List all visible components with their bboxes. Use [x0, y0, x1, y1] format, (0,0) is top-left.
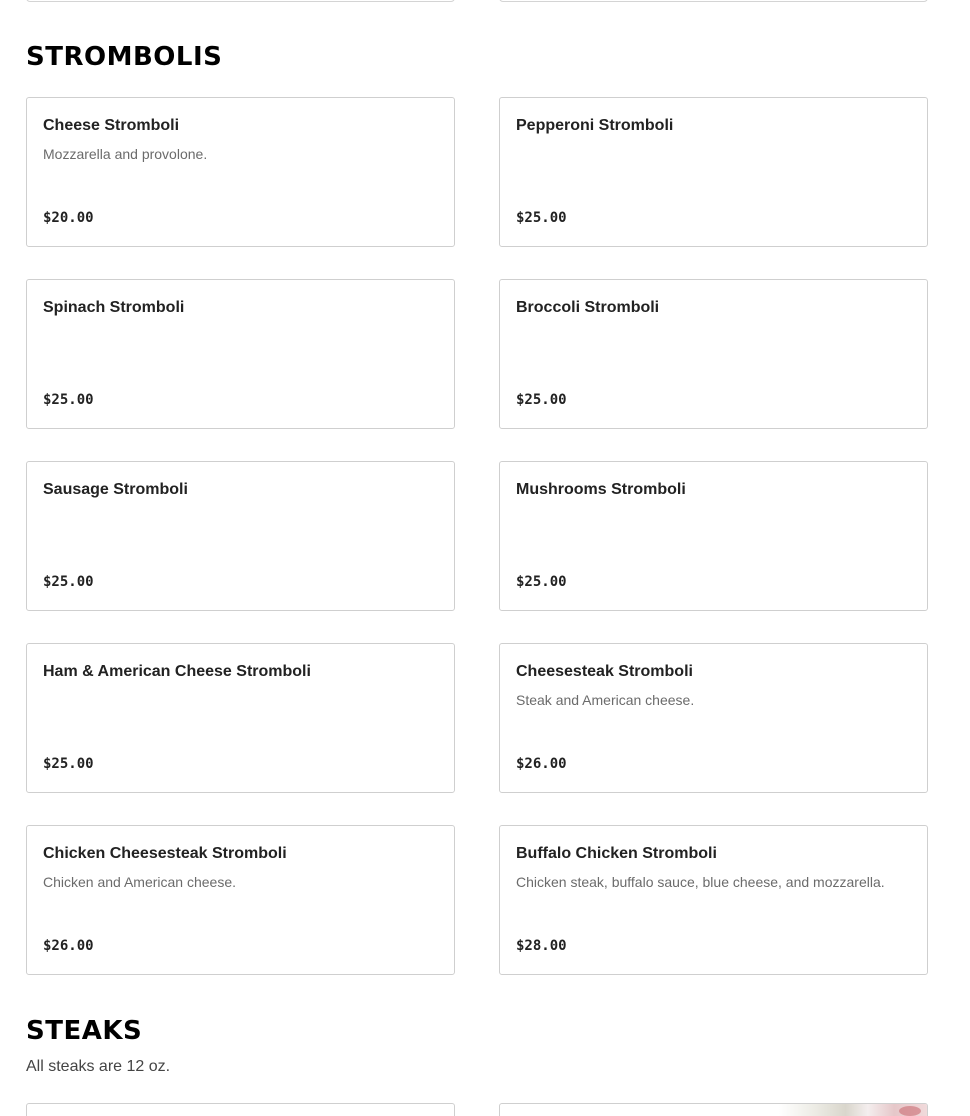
menu-item-card[interactable] [26, 461, 455, 611]
menu-item-card[interactable] [499, 825, 928, 975]
item-name: Mushrooms Stromboli [516, 481, 686, 498]
item-name: Broccoli Stromboli [516, 299, 660, 316]
menu-item-card[interactable] [499, 643, 928, 793]
photo-detail [899, 1106, 921, 1116]
menu-item-card[interactable] [499, 279, 928, 429]
item-price: $25.00 [43, 756, 94, 772]
strombolis-grid [26, 97, 928, 975]
menu-item-card[interactable] [26, 825, 455, 975]
item-photo [779, 1104, 927, 1116]
menu-item-card[interactable] [26, 97, 455, 247]
item-price: $20.00 [43, 210, 94, 226]
menu-item-card[interactable] [26, 279, 455, 429]
item-name: Cheesesteak Stromboli [516, 663, 693, 680]
item-description: Mozzarella and provolone. [43, 146, 208, 162]
menu-item-card[interactable] [499, 1103, 928, 1116]
item-description: Chicken and American cheese. [43, 874, 236, 890]
item-price: $25.00 [43, 392, 94, 408]
item-name: Sausage Stromboli [43, 481, 188, 498]
item-description: Chicken steak, buffalo sauce, blue cheese, and mozzarella. [516, 874, 885, 890]
section-title-strombolis: STROMBOLIS [26, 42, 223, 72]
menu-item-card[interactable] [499, 0, 928, 2]
item-price: $25.00 [516, 210, 567, 226]
menu-item-card[interactable] [26, 643, 455, 793]
item-price: $25.00 [43, 574, 94, 590]
menu-item-card[interactable] [26, 1103, 455, 1116]
item-price: $28.00 [516, 938, 567, 954]
item-price: $25.00 [516, 574, 567, 590]
item-name: Ham & American Cheese Stromboli [43, 663, 311, 680]
section-title-steaks: STEAKS [26, 1016, 143, 1046]
section-subtitle-steaks: All steaks are 12 oz. [26, 1058, 171, 1075]
menu-item-card[interactable] [26, 0, 455, 2]
menu-item-card[interactable] [499, 97, 928, 247]
item-description: Steak and American cheese. [516, 692, 695, 708]
item-price: $25.00 [516, 392, 567, 408]
item-name: Buffalo Chicken Stromboli [516, 845, 717, 862]
item-name: Pepperoni Stromboli [516, 117, 674, 134]
item-name: Cheese Stromboli [43, 117, 180, 134]
item-price: $26.00 [43, 938, 94, 954]
item-name: Chicken Cheesesteak Stromboli [43, 845, 287, 862]
item-name: Spinach Stromboli [43, 299, 185, 316]
item-price: $26.00 [516, 756, 567, 772]
menu-item-card[interactable] [499, 461, 928, 611]
